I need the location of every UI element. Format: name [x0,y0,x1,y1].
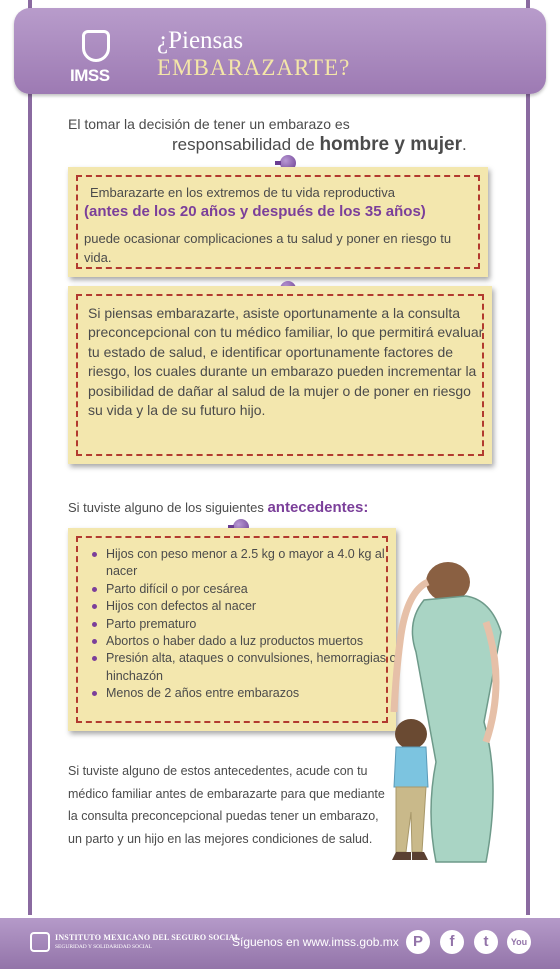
list-item: Hijos con peso menor a 2.5 kg o mayor a 4.0 kg al nacer [88,546,398,581]
note-card-consult [68,286,492,464]
list-item: Menos de 2 años entre embarazos [88,685,398,702]
mother-child-illustration [366,562,526,870]
antecedentes-heading [68,499,368,516]
note-highlight: (antes de los 20 años y después de los 35 años) [84,203,426,220]
imss-logo [66,30,126,92]
list-item: Parto difícil o por cesárea [88,581,398,598]
note-text-line1: Embarazarte en los extremos de tu vida reproductiva [90,185,395,200]
logo-text: IMSS [70,66,110,85]
list-item: Presión alta, ataques o convulsiones, hemorragias o hinchazón [88,650,398,685]
intro-line2-bold: hombre y mujer [319,134,462,155]
list-item: Abortos o haber dado a luz productos muertos [88,633,398,650]
closing-paragraph: Si tuviste alguno de estos antecedentes, acude con tu médico familiar antes de embarazarte para que mediante la consulta preconcepcional puedas tener un embarazo, un parto y un hijo en las mejores condiciones de salud. [68,764,385,846]
youtube-icon[interactable]: You [507,930,531,954]
intro-line1: El tomar la decisión de tener un embarazo es [68,116,350,132]
footer-bar [0,918,560,969]
page-title-line2: EMBARAZARTE? [157,55,351,80]
twitter-icon[interactable]: t [474,930,498,954]
list-item: Parto prematuro [88,616,398,633]
footer-tagline: SEGURIDAD Y SOLIDARIDAD SOCIAL [55,944,152,950]
note-card-antecedentes [68,528,396,731]
list-item: Hijos con defectos al nacer [88,598,398,615]
footer-web-link[interactable]: Síguenos en www.imss.gob.mx [232,935,399,949]
header-banner [14,8,546,94]
note-card-extremes [68,167,488,277]
footer-institute: INSTITUTO MEXICANO DEL SEGURO SOCIAL [55,933,241,942]
intro-line2-suffix: . [462,135,467,154]
intro-line2-prefix: responsabilidad de [172,135,320,154]
imss-footer-logo-icon [30,932,50,952]
note-text-line3: puede ocasionar complicaciones a tu salud y poner en riesgo tu vida. [84,231,452,265]
note-consult-text: Si piensas embarazarte, asiste oportunamente a la consulta preconcepcional con tu médico familiar, lo que permitirá evaluar tu estado de salud, e identificar oportunamente factores de riesgo, los cuales durante un embarazo pueden incrementar la posibilidad de dañar al salud de la mujer o de poner en riesgo su vida y la de su futuro hijo. [88,305,484,419]
pinterest-icon[interactable]: P [406,930,430,954]
imss-eagle-icon [82,30,110,62]
page-title-line1: ¿Piensas [157,27,244,54]
facebook-icon[interactable]: f [440,930,464,954]
antecedentes-list [88,546,398,703]
antecedentes-bold: antecedentes: [267,499,369,516]
antecedentes-prefix: Si tuviste alguno de los siguientes [68,500,268,515]
intro-line2 [172,134,467,156]
